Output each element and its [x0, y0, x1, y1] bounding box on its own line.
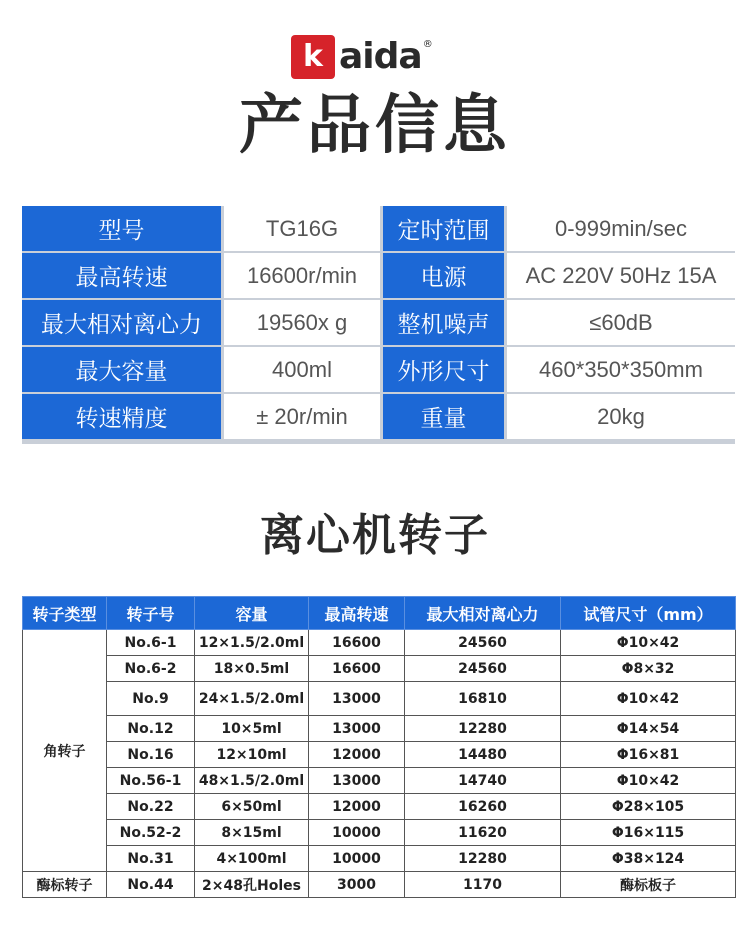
rotor-tube-size: 酶标板子: [561, 872, 736, 898]
table-row: [23, 768, 736, 794]
rotor-number: No.16: [107, 742, 195, 768]
rotor-type: 酶标转子: [23, 872, 107, 898]
rotor-header-row: [23, 597, 736, 630]
table-row: [23, 656, 736, 682]
spec-label: 电源: [383, 253, 507, 298]
rotor-tube-size: Φ10×42: [561, 630, 736, 656]
registered-mark: ®: [422, 39, 433, 50]
rotor-max-speed: 13000: [309, 716, 405, 742]
table-row: [23, 716, 736, 742]
rotor-max-speed: 10000: [309, 820, 405, 846]
rotor-max-speed: 16600: [309, 656, 405, 682]
rotor-max-rcf: 12280: [405, 716, 561, 742]
rotor-tube-size: Φ16×115: [561, 820, 736, 846]
rotor-tube-size: Φ10×42: [561, 768, 736, 794]
rotor-max-rcf: 16810: [405, 682, 561, 716]
table-row: [23, 820, 736, 846]
spec-row: [22, 206, 735, 251]
rotor-number: No.6-2: [107, 656, 195, 682]
spec-value: 16600r/min: [224, 253, 383, 298]
rotor-column-header: 转子号: [107, 597, 195, 630]
rotor-tube-size: Φ16×81: [561, 742, 736, 768]
spec-value: 0-999min/sec: [507, 206, 735, 251]
rotor-max-speed: 12000: [309, 794, 405, 820]
rotor-max-speed: 12000: [309, 742, 405, 768]
spec-label: 最高转速: [22, 253, 224, 298]
rotor-capacity: 10×5ml: [195, 716, 309, 742]
rotor-max-rcf: 1170: [405, 872, 561, 898]
rotor-max-rcf: 14480: [405, 742, 561, 768]
rotor-section-title: 离心机转子: [260, 510, 490, 561]
table-row: [23, 846, 736, 872]
rotor-type: 角转子: [23, 630, 107, 872]
rotor-tube-size: Φ38×124: [561, 846, 736, 872]
rotor-max-speed: 10000: [309, 846, 405, 872]
rotor-capacity: 2×48孔Holes: [195, 872, 309, 898]
table-row: [23, 682, 736, 716]
rotor-capacity: 48×1.5/2.0ml: [195, 768, 309, 794]
spec-value: 19560x g: [224, 300, 383, 345]
rotor-max-speed: 3000: [309, 872, 405, 898]
brand-wordmark: aida: [339, 36, 422, 77]
spec-row: [22, 300, 735, 345]
rotor-capacity: 12×1.5/2.0ml: [195, 630, 309, 656]
spec-value: ± 20r/min: [224, 394, 383, 439]
spec-row: [22, 347, 735, 392]
rotor-max-rcf: 16260: [405, 794, 561, 820]
rotor-capacity: 4×100ml: [195, 846, 309, 872]
spec-value: 460*350*350mm: [507, 347, 735, 392]
spec-label: 整机噪声: [383, 300, 507, 345]
spec-label: 转速精度: [22, 394, 224, 439]
rotor-capacity: 8×15ml: [195, 820, 309, 846]
spec-label: 重量: [383, 394, 507, 439]
rotor-tube-size: Φ8×32: [561, 656, 736, 682]
rotor-table: [22, 596, 736, 898]
rotor-max-speed: 13000: [309, 682, 405, 716]
rotor-capacity: 18×0.5ml: [195, 656, 309, 682]
rotor-number: No.31: [107, 846, 195, 872]
brand-mark-letter: k: [303, 39, 323, 74]
rotor-column-header: 容量: [195, 597, 309, 630]
rotor-tube-size: Φ10×42: [561, 682, 736, 716]
spec-value: ≤60dB: [507, 300, 735, 345]
rotor-number: No.56-1: [107, 768, 195, 794]
table-row: [23, 630, 736, 656]
rotor-number: No.12: [107, 716, 195, 742]
spec-value: 20kg: [507, 394, 735, 439]
rotor-max-rcf: 14740: [405, 768, 561, 794]
table-row: [23, 794, 736, 820]
spec-row: [22, 394, 735, 439]
spec-label: 定时范围: [383, 206, 507, 251]
spec-label: 最大相对离心力: [22, 300, 224, 345]
rotor-column-header: 最高转速: [309, 597, 405, 630]
rotor-max-speed: 16600: [309, 630, 405, 656]
spec-value: 400ml: [224, 347, 383, 392]
rotor-max-rcf: 11620: [405, 820, 561, 846]
spec-label: 外形尺寸: [383, 347, 507, 392]
rotor-max-speed: 13000: [309, 768, 405, 794]
rotor-max-rcf: 24560: [405, 630, 561, 656]
rotor-column-header: 最大相对离心力: [405, 597, 561, 630]
table-row: [23, 872, 736, 898]
rotor-column-header: 转子类型: [23, 597, 107, 630]
rotor-number: No.6-1: [107, 630, 195, 656]
page-title: 产品信息: [239, 89, 511, 163]
rotor-tube-size: Φ28×105: [561, 794, 736, 820]
spec-label: 最大容量: [22, 347, 224, 392]
spec-value: TG16G: [224, 206, 383, 251]
spec-value: AC 220V 50Hz 15A: [507, 253, 735, 298]
rotor-number: No.44: [107, 872, 195, 898]
rotor-number: No.9: [107, 682, 195, 716]
rotor-number: No.52-2: [107, 820, 195, 846]
rotor-capacity: 6×50ml: [195, 794, 309, 820]
brand-logo: [291, 33, 433, 81]
rotor-max-rcf: 24560: [405, 656, 561, 682]
spec-label: 型号: [22, 206, 224, 251]
rotor-max-rcf: 12280: [405, 846, 561, 872]
rotor-column-header: 试管尺寸（mm）: [561, 597, 736, 630]
spec-table: [22, 206, 735, 444]
rotor-capacity: 24×1.5/2.0ml: [195, 682, 309, 716]
table-row: [23, 742, 736, 768]
spec-row: [22, 253, 735, 298]
rotor-capacity: 12×10ml: [195, 742, 309, 768]
rotor-tube-size: Φ14×54: [561, 716, 736, 742]
brand-mark: [291, 35, 335, 79]
rotor-number: No.22: [107, 794, 195, 820]
